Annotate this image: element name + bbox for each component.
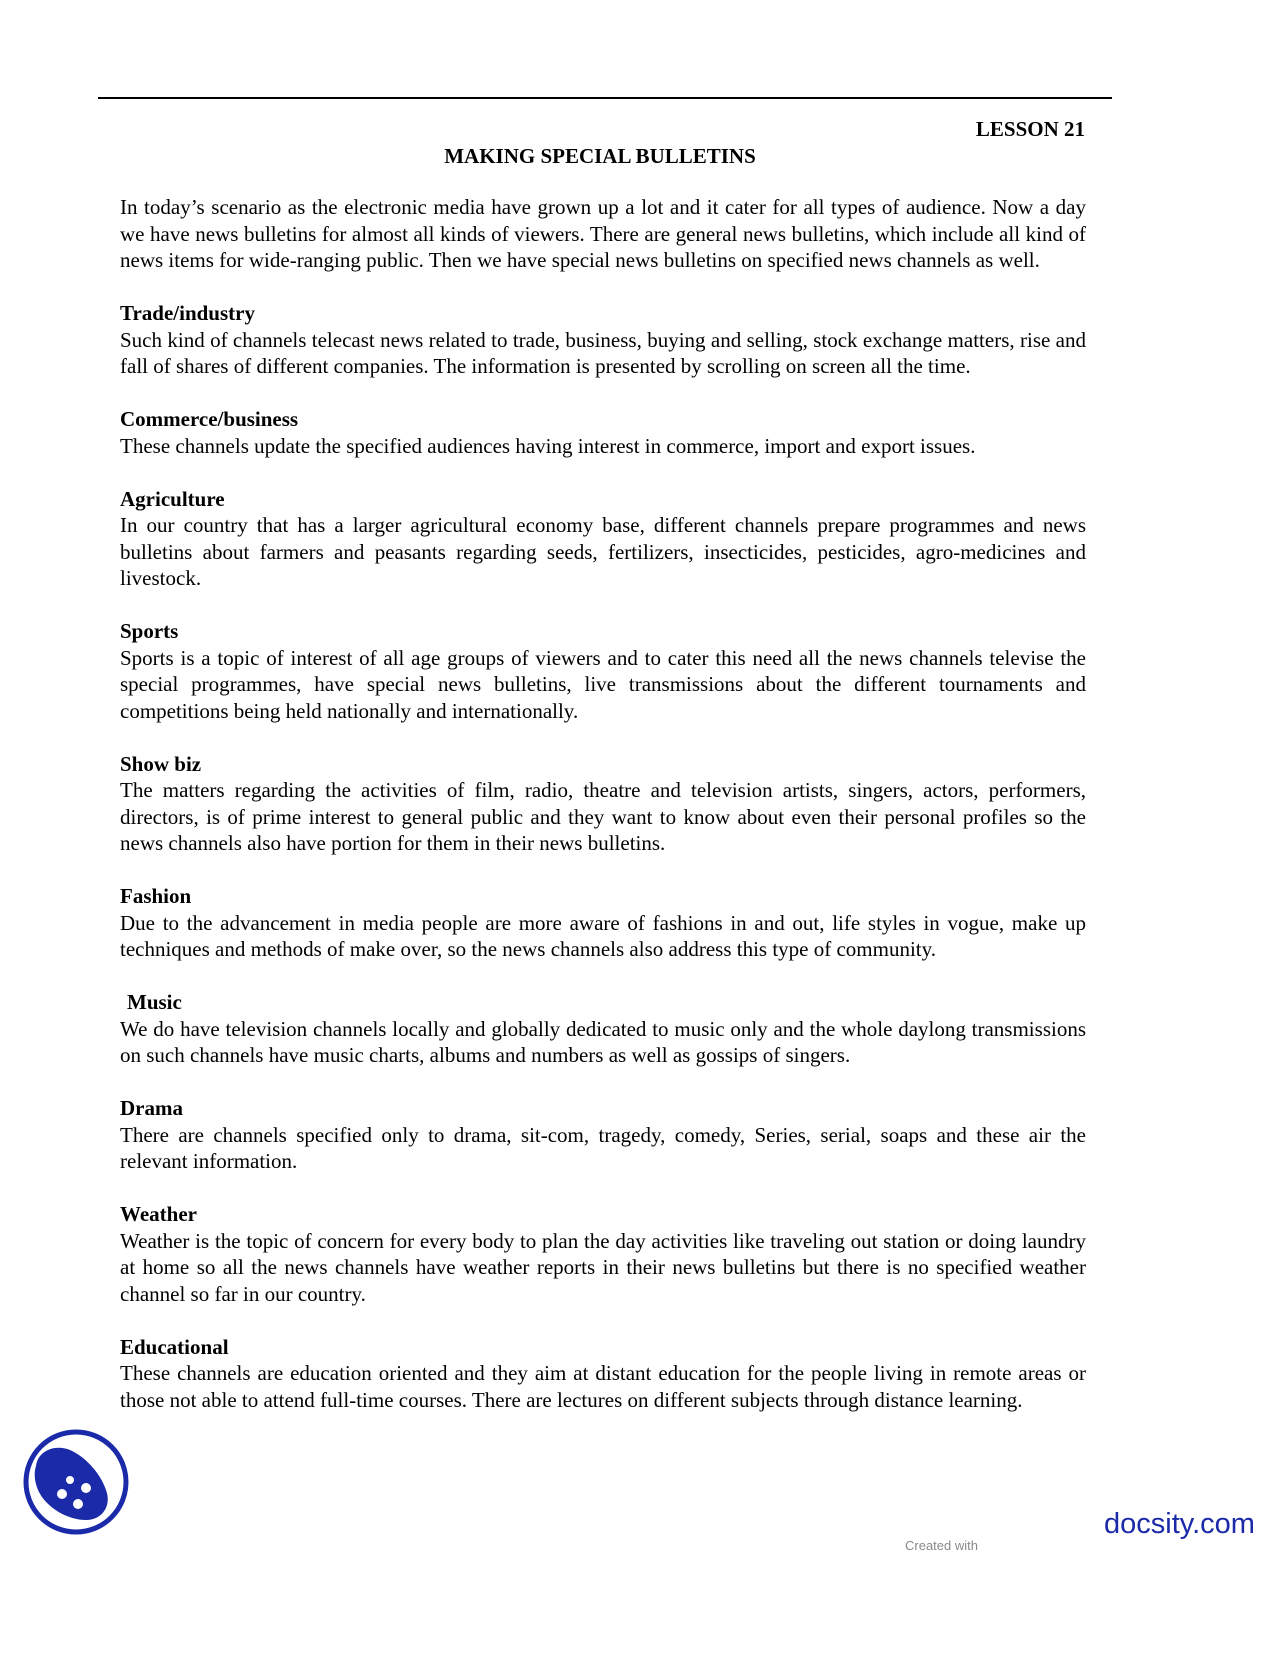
section-educational	[120, 1334, 1086, 1414]
section-body: Due to the advancement in media people are more aware of fashions in and out, life styles in vogue, make up techniques and methods of make over, so the news channels also address this type of community.	[120, 910, 1086, 961]
lesson-number: LESSON 21	[975, 117, 1085, 141]
brand-link[interactable]: docsity.com	[1104, 1508, 1255, 1540]
section-body: There are channels specified only to drama, sit-com, tragedy, comedy, Series, serial, soaps and these air the relevant information.	[120, 1122, 1086, 1173]
section-heading: Sports	[120, 619, 179, 643]
section-body: These channels update the specified audiences having interest in commerce, import and export issues.	[120, 433, 976, 458]
section-body: The matters regarding the activities of film, radio, theatre and television artists, singers, actors, performers, directors, is of prime interest to general public and they want to know about even their personal profiles so the news channels also have portion for them in their news bulletins.	[120, 778, 1086, 855]
section-heading: Fashion	[120, 884, 192, 908]
section-body: In our country that has a larger agricultural economy base, different channels prepare programmes and news bulletins about farmers and peasants regarding seeds, fertilizers, insecticides, pesticides, agro-medicines and livestock.	[120, 513, 1086, 590]
document-body	[120, 194, 1086, 1440]
created-with-label: Created with	[905, 1538, 978, 1553]
section-show-biz	[120, 751, 1086, 857]
header-rule	[98, 97, 1112, 99]
section-heading: Show biz	[120, 751, 202, 776]
section-drama	[120, 1095, 1086, 1175]
section-heading: Drama	[120, 1096, 183, 1120]
section-heading: Weather	[120, 1202, 197, 1226]
section-music	[120, 989, 1086, 1069]
section-fashion	[120, 883, 1086, 963]
section-commerce-business	[120, 406, 1086, 459]
section-heading: Music	[127, 990, 182, 1014]
section-weather	[120, 1201, 1086, 1307]
page-title: MAKING SPECIAL BULLETINS	[444, 144, 756, 168]
section-trade-industry	[120, 300, 1086, 380]
section-body: We do have television channels locally and globally dedicated to music only and the whole daylong transmissions on such channels have music charts, albums and numbers as well as gossips of singers.	[120, 1016, 1086, 1067]
section-heading: Agriculture	[120, 486, 225, 511]
section-body: Such kind of channels telecast news related to trade, business, buying and selling, stock exchange matters, rise and fall of shares of different companies. The information is presented by scrolling on screen all the time.	[120, 327, 1086, 378]
section-body: Sports is a topic of interest of all age groups of viewers and to cater this need all the news channels televise the special programmes, have special news bulletins, live transmissions about the different tournaments and competitions being held nationally and internationally.	[120, 645, 1086, 723]
section-agriculture	[120, 486, 1086, 592]
section-sports	[120, 618, 1086, 724]
docsity-logo-icon[interactable]	[22, 1428, 130, 1536]
section-heading: Educational	[120, 1334, 229, 1359]
section-body: Weather is the topic of concern for every body to plan the day activities like traveling out station or doing laundry at home so all the news channels have weather reports in their news bulletins but there is no specified weather channel so far in our country.	[120, 1228, 1086, 1306]
section-heading: Trade/industry	[120, 301, 255, 325]
intro-paragraph: In today’s scenario as the electronic media have grown up a lot and it cater for all types of audience. Now a day we have news bulletins for almost all kinds of viewers. There are general news bulletins, which include all kind of news items for wide-ranging public. Then we have special news bulletins on specified news channels as well.	[120, 195, 1086, 272]
section-heading: Commerce/business	[120, 407, 299, 431]
section-body: These channels are education oriented and they aim at distant education for the people living in remote areas or those not able to attend full-time courses. There are lectures on different subjects through distance learning.	[120, 1361, 1086, 1412]
